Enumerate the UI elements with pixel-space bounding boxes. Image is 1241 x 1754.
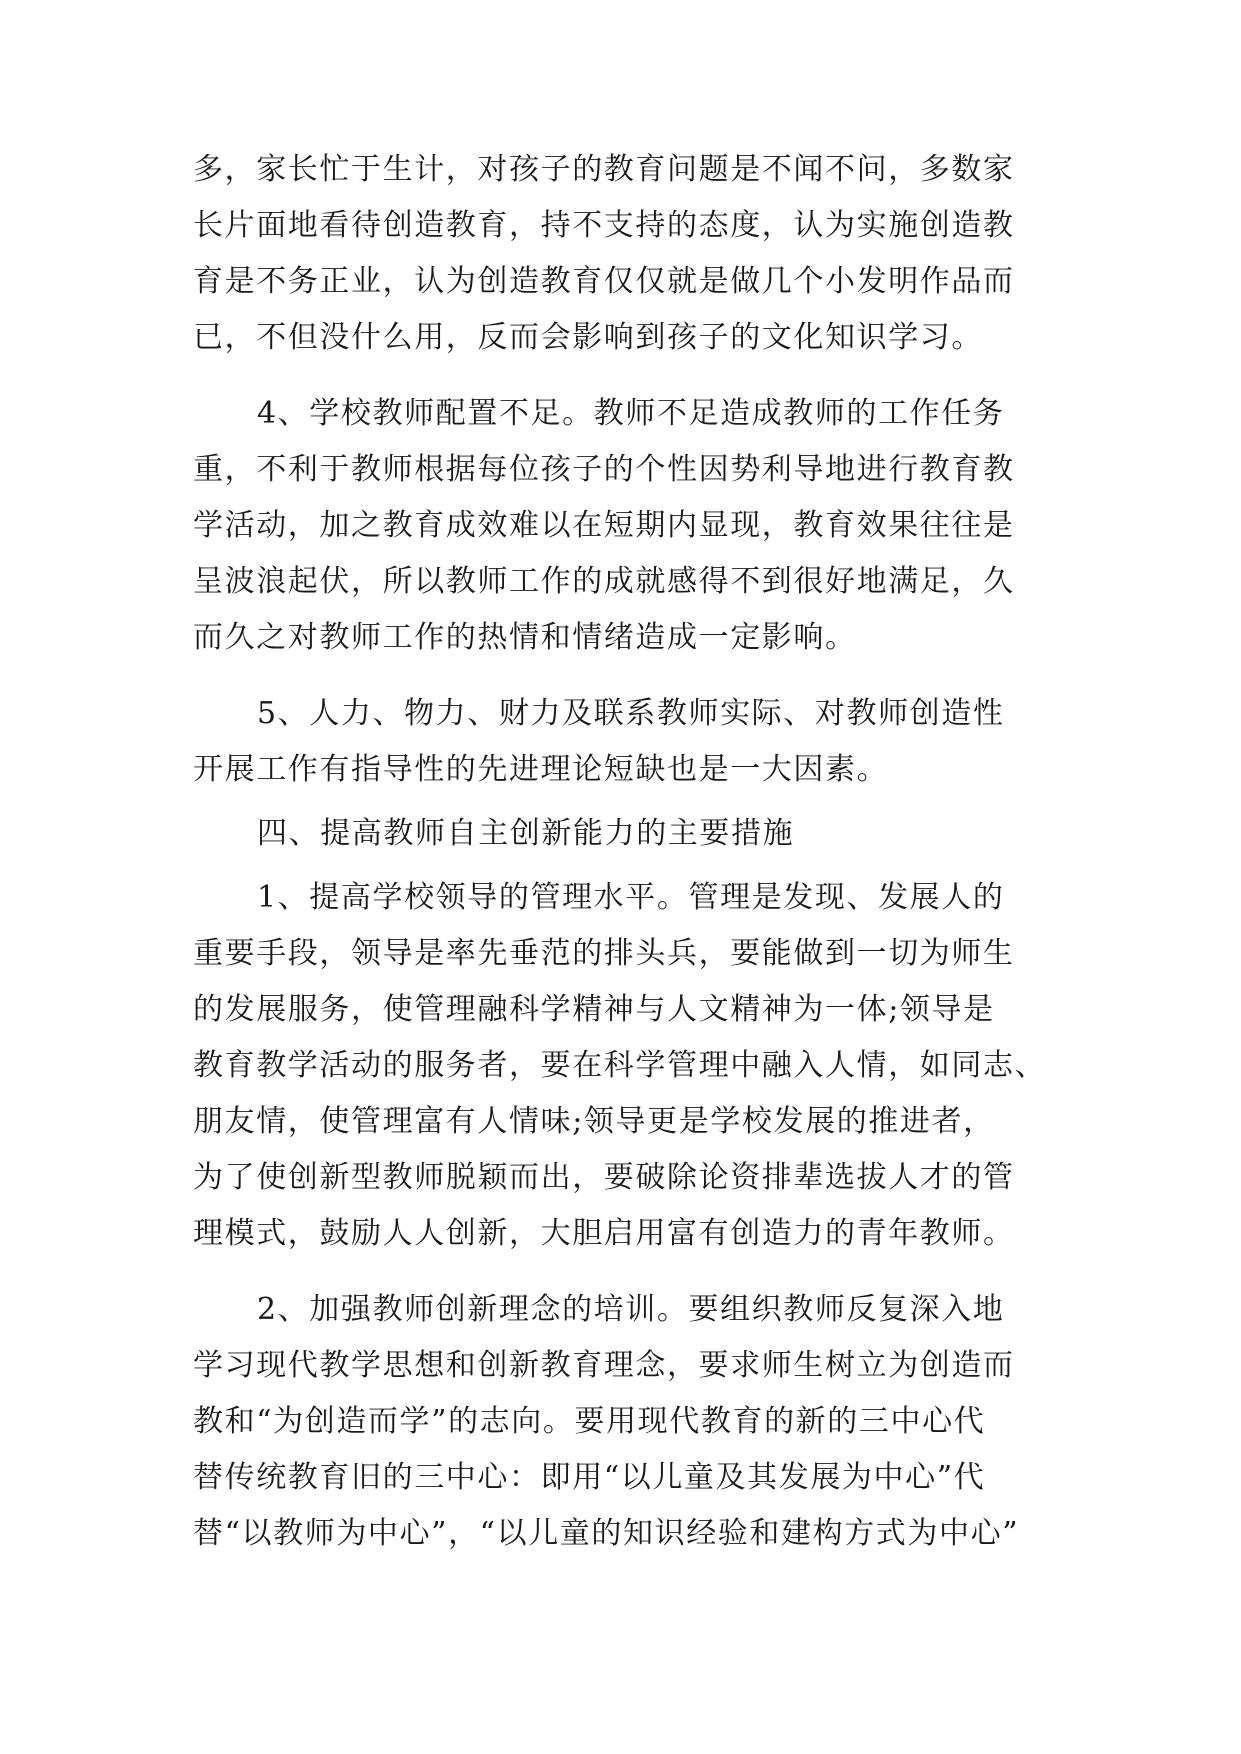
text-line-6: 重，不利于教师根据每位孩子的个性因势利导地进行教育教 (193, 452, 1015, 487)
text-line-24: 替“以教师为中心”，“以儿童的知识经验和建构方式为中心” (193, 1516, 1020, 1551)
text-line-18: 为了使创新型教师脱颖而出，要破除论资排辈选拔人才的管 (193, 1160, 1015, 1195)
text-line-20: 2、加强教师创新理念的培训。要组织教师反复深入地 (257, 1292, 1005, 1327)
text-line-10: 5、人力、物力、财力及联系教师实际、对教师创造性 (257, 696, 1005, 731)
text-line-15: 的发展服务，使管理融科学精神与人文精神为一体;领导是 (193, 992, 995, 1027)
text-line-8: 呈波浪起伏，所以教师工作的成就感得不到很好地满足，久 (193, 564, 1015, 599)
text-line-21: 学习现代教学思想和创新教育理念，要求师生树立为创造而 (193, 1348, 1015, 1383)
text-line-19: 理模式，鼓励人人创新，大胆启用富有创造力的青年教师。 (193, 1216, 1015, 1251)
text-line-23: 替传统教育旧的三中心：即用“以儿童及其发展为中心”代 (193, 1460, 986, 1495)
text-line-13: 1、提高学校领导的管理水平。管理是发现、发展人的 (257, 880, 1005, 915)
text-line-11: 开展工作有指导性的先进理论短缺也是一大因素。 (193, 752, 889, 787)
text-line-4: 已，不但没什么用，反而会影响到孩子的文化知识学习。 (193, 320, 983, 355)
text-line-14: 重要手段，领导是率先垂范的排头兵，要能做到一切为师生 (193, 936, 1015, 971)
text-line-7: 学活动，加之教育成效难以在短期内显现，教育效果往往是 (193, 508, 1015, 543)
text-line-22: 教和“为创造而学”的志向。要用现代教育的新的三中心代 (193, 1404, 986, 1439)
text-line-9: 而久之对教师工作的热情和情绪造成一定影响。 (193, 620, 857, 655)
text-line-5: 4、学校教师配置不足。教师不足造成教师的工作任务 (257, 396, 1005, 431)
text-line-17: 朋友情，使管理富有人情味;领导更是学校发展的推进者， (193, 1104, 995, 1139)
text-line-1: 多，家长忙于生计，对孩子的教育问题是不闻不问，多数家 (193, 152, 1015, 187)
section-heading: 四、提高教师自主创新能力的主要措施 (257, 816, 795, 851)
text-line-3: 育是不务正业，认为创造教育仅仅就是做几个小发明作品而 (193, 264, 1015, 299)
text-line-2: 长片面地看待创造教育，持不支持的态度，认为实施创造教 (193, 208, 1015, 243)
text-line-16: 教育教学活动的服务者，要在科学管理中融入人情，如同志、 (193, 1048, 1047, 1083)
